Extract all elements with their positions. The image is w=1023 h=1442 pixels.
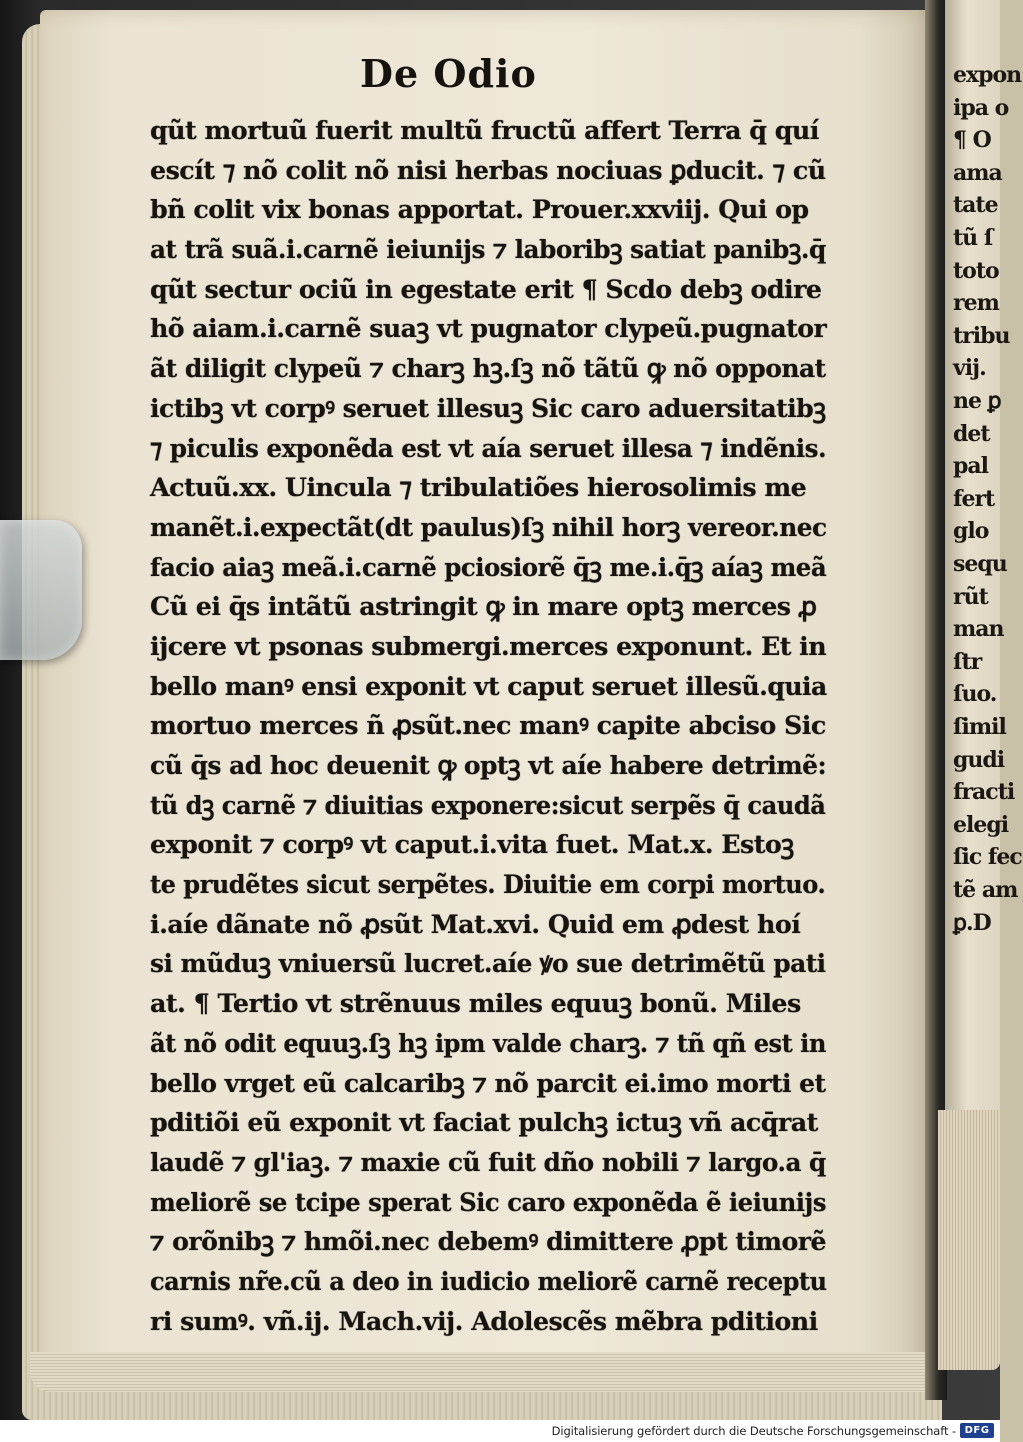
facing-page-edges (938, 1110, 1000, 1370)
text-line: tũ dꝫ carnẽ ⁊ diuitias exponere:sicut serpẽs q̄ caudã (150, 790, 826, 821)
text-line: pditiõi eũ exponit vt faciat pulchꝫ ictuꝫ vñ acq̄rat (150, 1108, 818, 1139)
text-line: carnis nr̃e.cũ a deo in iudicio meliorẽ carnẽ receptu (150, 1266, 827, 1297)
footer-bar (0, 1420, 1000, 1442)
facing-page-line: ſtr (953, 648, 982, 675)
text-line: ⁊ orõnibꝫ ⁊ hmõi.nec debemꝰ dimittere ꝓpt timorẽ (150, 1227, 827, 1258)
facing-page-line: ipa o (953, 94, 1009, 121)
text-line: ictibꝫ vt corpꝰ seruet illesuꝫ Sic caro aduersitatibꝫ (150, 393, 826, 424)
text-line: ãt diligit clypeũ ⁊ charꝫ hꝫ.ſꝫ nõ tãtũ ꝙ nõ opponat (150, 354, 826, 385)
text-line: manẽt.i.expectãt(dt paulus)ſꝫ nihil horꝫ vereor.nec (150, 512, 827, 543)
text-line: ijcere vt psonas submergi.merces exponunt. Et in (150, 631, 827, 662)
text-line: bñ colit vix bonas apportat. Prouer.xxviij. Qui op (150, 195, 809, 226)
text-line: at. ¶ Tertio vt strẽnuus miles equuꝫ bonũ. Miles (150, 989, 801, 1020)
text-line: qũt sectur ociũ in egestate erit ¶ Scdo debꝫ odire (150, 274, 822, 305)
text-line: i.aíe dãnate nõ ꝓsũt Mat.xvi. Quid em ꝓdest hoí (150, 909, 801, 940)
text-line: qũt mortuũ fuerit multũ fructũ affert Terra q̄ quí (150, 116, 819, 146)
facing-page-line: man (953, 616, 1004, 643)
facing-page-line: glo (953, 518, 989, 545)
facing-page-line: tũ ſ (953, 225, 993, 251)
facing-page-line: fert (953, 485, 995, 512)
text-line: mortuo merces ñ ꝓsũt.nec manꝰ capite abciso Sic (150, 711, 826, 742)
text-line: si mũduꝫ vniuersũ lucret.aíe ꝟo sue detrimẽtũ pati (150, 949, 826, 980)
facing-page-line: ¶ O (953, 127, 991, 154)
text-line: Actuũ.xx. Uincula ⁊ tribulatiões hierosolimis me (150, 473, 807, 504)
text-line: laudẽ ⁊ gl'iaꝫ. ⁊ maxie cũ fuit dño nobili ⁊ largo.a q̄ (150, 1147, 826, 1178)
text-line: ãt nõ odit equuꝫ.ſꝫ hꝫ ipm valde charꝫ. ⁊ tñ qñ est in (150, 1028, 826, 1059)
text-line: at trã suã.i.carnẽ ieiunijs ⁊ laboribꝫ satiat panibꝫ.q̄ (150, 235, 826, 266)
facing-page-line: rũt (953, 583, 988, 610)
text-line: exponit ⁊ corpꝰ vt caput.i.vita fuet. Mat.x. Estoꝫ (150, 830, 794, 861)
facing-page-line: sequ (953, 551, 1007, 577)
facing-page-line: ſuo. (953, 681, 997, 708)
text-line: Cũ ei q̄s intãtũ astringit ꝙ in mare optꝫ merces ꝓ (150, 592, 817, 623)
footer-credit: Digitalisierung gefördert durch die Deutsche Forschungsgemeinschaft - (551, 1424, 956, 1438)
page-title: De Odio (360, 51, 537, 96)
text-line: meliorẽ se tcipe sperat Sic caro exponẽda ẽ ieiunijs (150, 1187, 827, 1218)
dfg-logo: DFG (960, 1423, 994, 1438)
text-line: bello vrget eũ calcaribꝫ ⁊ nõ parcit ei.imo morti et (150, 1068, 826, 1099)
text-line: facio aiaꝫ meã.i.carnẽ pciosiorẽ q̄ꝫ me.i.q̄ꝫ aíaꝫ meã (150, 552, 827, 583)
facing-page-line: toto (953, 257, 999, 284)
text-line: cũ q̄s ad hoc deuenit ꝙ optꝫ vt aíe habere detrimẽ: (150, 751, 827, 781)
text-line: bello manꝰ ensi exponit vt caput seruet illesũ.quia (150, 671, 827, 702)
facing-page-line: ne ꝑ (953, 388, 1001, 414)
facing-page-line: ſic fec (953, 844, 1022, 871)
text-line: ri sumꝰ. vñ.ij. Mach.vij. Adolescẽs mẽbra pditioni (150, 1306, 818, 1337)
text-line: hõ aiam.i.carnẽ suaꝫ vt pugnator clypeũ.pugnator (150, 314, 827, 345)
facing-page-line: expon (953, 62, 1022, 88)
facing-page-line: tribu (953, 322, 1010, 349)
facing-page-line: vij. (953, 355, 986, 382)
facing-page-line: det (953, 420, 990, 447)
facing-page-line: rem (953, 290, 999, 317)
facing-page-line: fracti (953, 779, 1015, 806)
facing-page-line: elegi (953, 811, 1009, 838)
text-line: escít ⁊ nõ colit nõ nisi herbas nociuas ꝑducit. ⁊ cũ (150, 155, 826, 186)
text-line: ⁊ piculis exponẽda est vt aía seruet illesa ⁊ indẽnis. (150, 433, 827, 464)
text-line: te prudẽtes sicut serpẽtes. Diuitie em corpi mortuo. (150, 870, 826, 901)
text-column (150, 112, 830, 1342)
facing-page-line: pal (953, 453, 988, 480)
facing-page-line: gudi (953, 746, 1005, 773)
page-clip (0, 520, 82, 660)
facing-page-line: ſimil (953, 714, 1006, 740)
facing-page-line: ama (953, 159, 1002, 186)
facing-page-line: ꝑ.D (953, 909, 991, 936)
page-bottom-edges (30, 1352, 935, 1392)
facing-page-line: tate (953, 192, 998, 219)
facing-page-line: tẽ am (953, 877, 1018, 903)
